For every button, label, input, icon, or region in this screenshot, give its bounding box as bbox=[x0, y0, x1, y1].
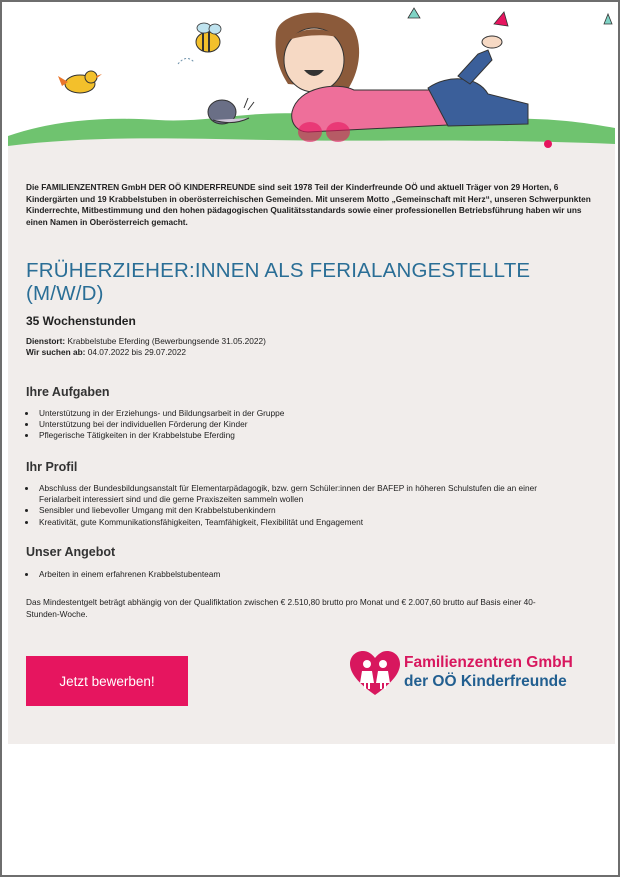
bee-icon bbox=[178, 23, 221, 64]
two-children-heart-icon bbox=[348, 651, 402, 697]
tasks-list bbox=[26, 408, 577, 442]
bird-icon bbox=[58, 71, 102, 93]
list-item: • Unterstützung in der Erziehungs- und Bildungsarbeit in der Gruppe bbox=[37, 408, 577, 419]
period-label: Wir suchen ab: bbox=[26, 347, 86, 357]
job-posting-content bbox=[8, 164, 615, 744]
intro-paragraph: Die FAMILIENZENTREN GmbH DER OÖ KINDERFREUNDE sind seit 1978 Teil der Kinderfreunde OÖ und aktuell Träger von 29 Horten, 6 Kindergärten und 19 Krabbelstuben in oberösterreichischen Gemeinden. Mit unserem Motto „Gemeinschaft mit Herz“, unseren Schwerpunkten Kinderrechte, Mitbestimmung und den hohen pädagogischen Qualitätsstandards sowie einer professionellen Betriebsführung haben wir uns einen Namen in Oberösterreich gemacht. bbox=[26, 182, 591, 227]
butterfly-icon bbox=[408, 8, 612, 26]
location-label: Dienstort: bbox=[26, 336, 66, 346]
list-item: • Kreativität, gute Kommunikationsfähigkeiten, Teamfähigkeit, Flexibilität und Engagement bbox=[37, 517, 577, 528]
list-item: • Sensibler und liebevoller Umgang mit den Krabbelstubenkindern bbox=[37, 505, 577, 516]
tasks-heading: Ihre Aufgaben bbox=[26, 385, 110, 399]
header-illustration bbox=[8, 4, 615, 164]
list-item: • Unterstützung bei der individuellen Förderung der Kinder bbox=[37, 419, 577, 430]
girl-icon bbox=[276, 13, 529, 142]
salary-note: Das Mindestentgelt beträgt abhängig von der Qualifiktation zwischen € 2.510,80 brutto pro Monat und € 2.007,60 brutto auf Basis einer 40-Stunden-Woche. bbox=[26, 597, 536, 619]
location-value: Krabbelstube Eferding (Bewerbungsende 31.05.2022) bbox=[65, 336, 266, 346]
list-item: • Arbeiten in einem erfahrenen Krabbelstubenteam bbox=[37, 569, 577, 580]
profile-list bbox=[26, 483, 577, 528]
location-line bbox=[26, 336, 266, 347]
offer-list bbox=[26, 569, 577, 580]
job-title: FRÜHERZIEHER:INNEN ALS FERIALANGESTELLTE (M/W/D) bbox=[26, 259, 531, 305]
list-item: • Abschluss der Bundesbildungsanstalt für Elementarpädagogik, bzw. gern Schüler:innen der BAFEP in höheren Schulstufen die an einer Ferialarbeit interessiert sind und die gerne Praxiszeiten sammeln wollen bbox=[37, 483, 577, 505]
list-item: • Pflegerische Tätigkeiten in der Krabbelstube Eferding bbox=[37, 430, 577, 441]
period-line bbox=[26, 347, 266, 358]
girl-lying-on-grass-illustration bbox=[8, 4, 615, 164]
logo-line-2: der OÖ Kinderfreunde bbox=[404, 673, 567, 690]
period-value: 04.07.2022 bis 29.07.2022 bbox=[85, 347, 186, 357]
weekly-hours: 35 Wochenstunden bbox=[26, 314, 136, 328]
flower-icon bbox=[544, 140, 552, 148]
job-meta bbox=[26, 336, 266, 358]
apply-button[interactable]: Jetzt bewerben! bbox=[26, 656, 188, 706]
offer-heading: Unser Angebot bbox=[26, 545, 116, 559]
company-logo bbox=[348, 651, 598, 697]
profile-heading: Ihr Profil bbox=[26, 460, 78, 474]
logo-line-1: Familienzentren GmbH bbox=[404, 654, 573, 671]
